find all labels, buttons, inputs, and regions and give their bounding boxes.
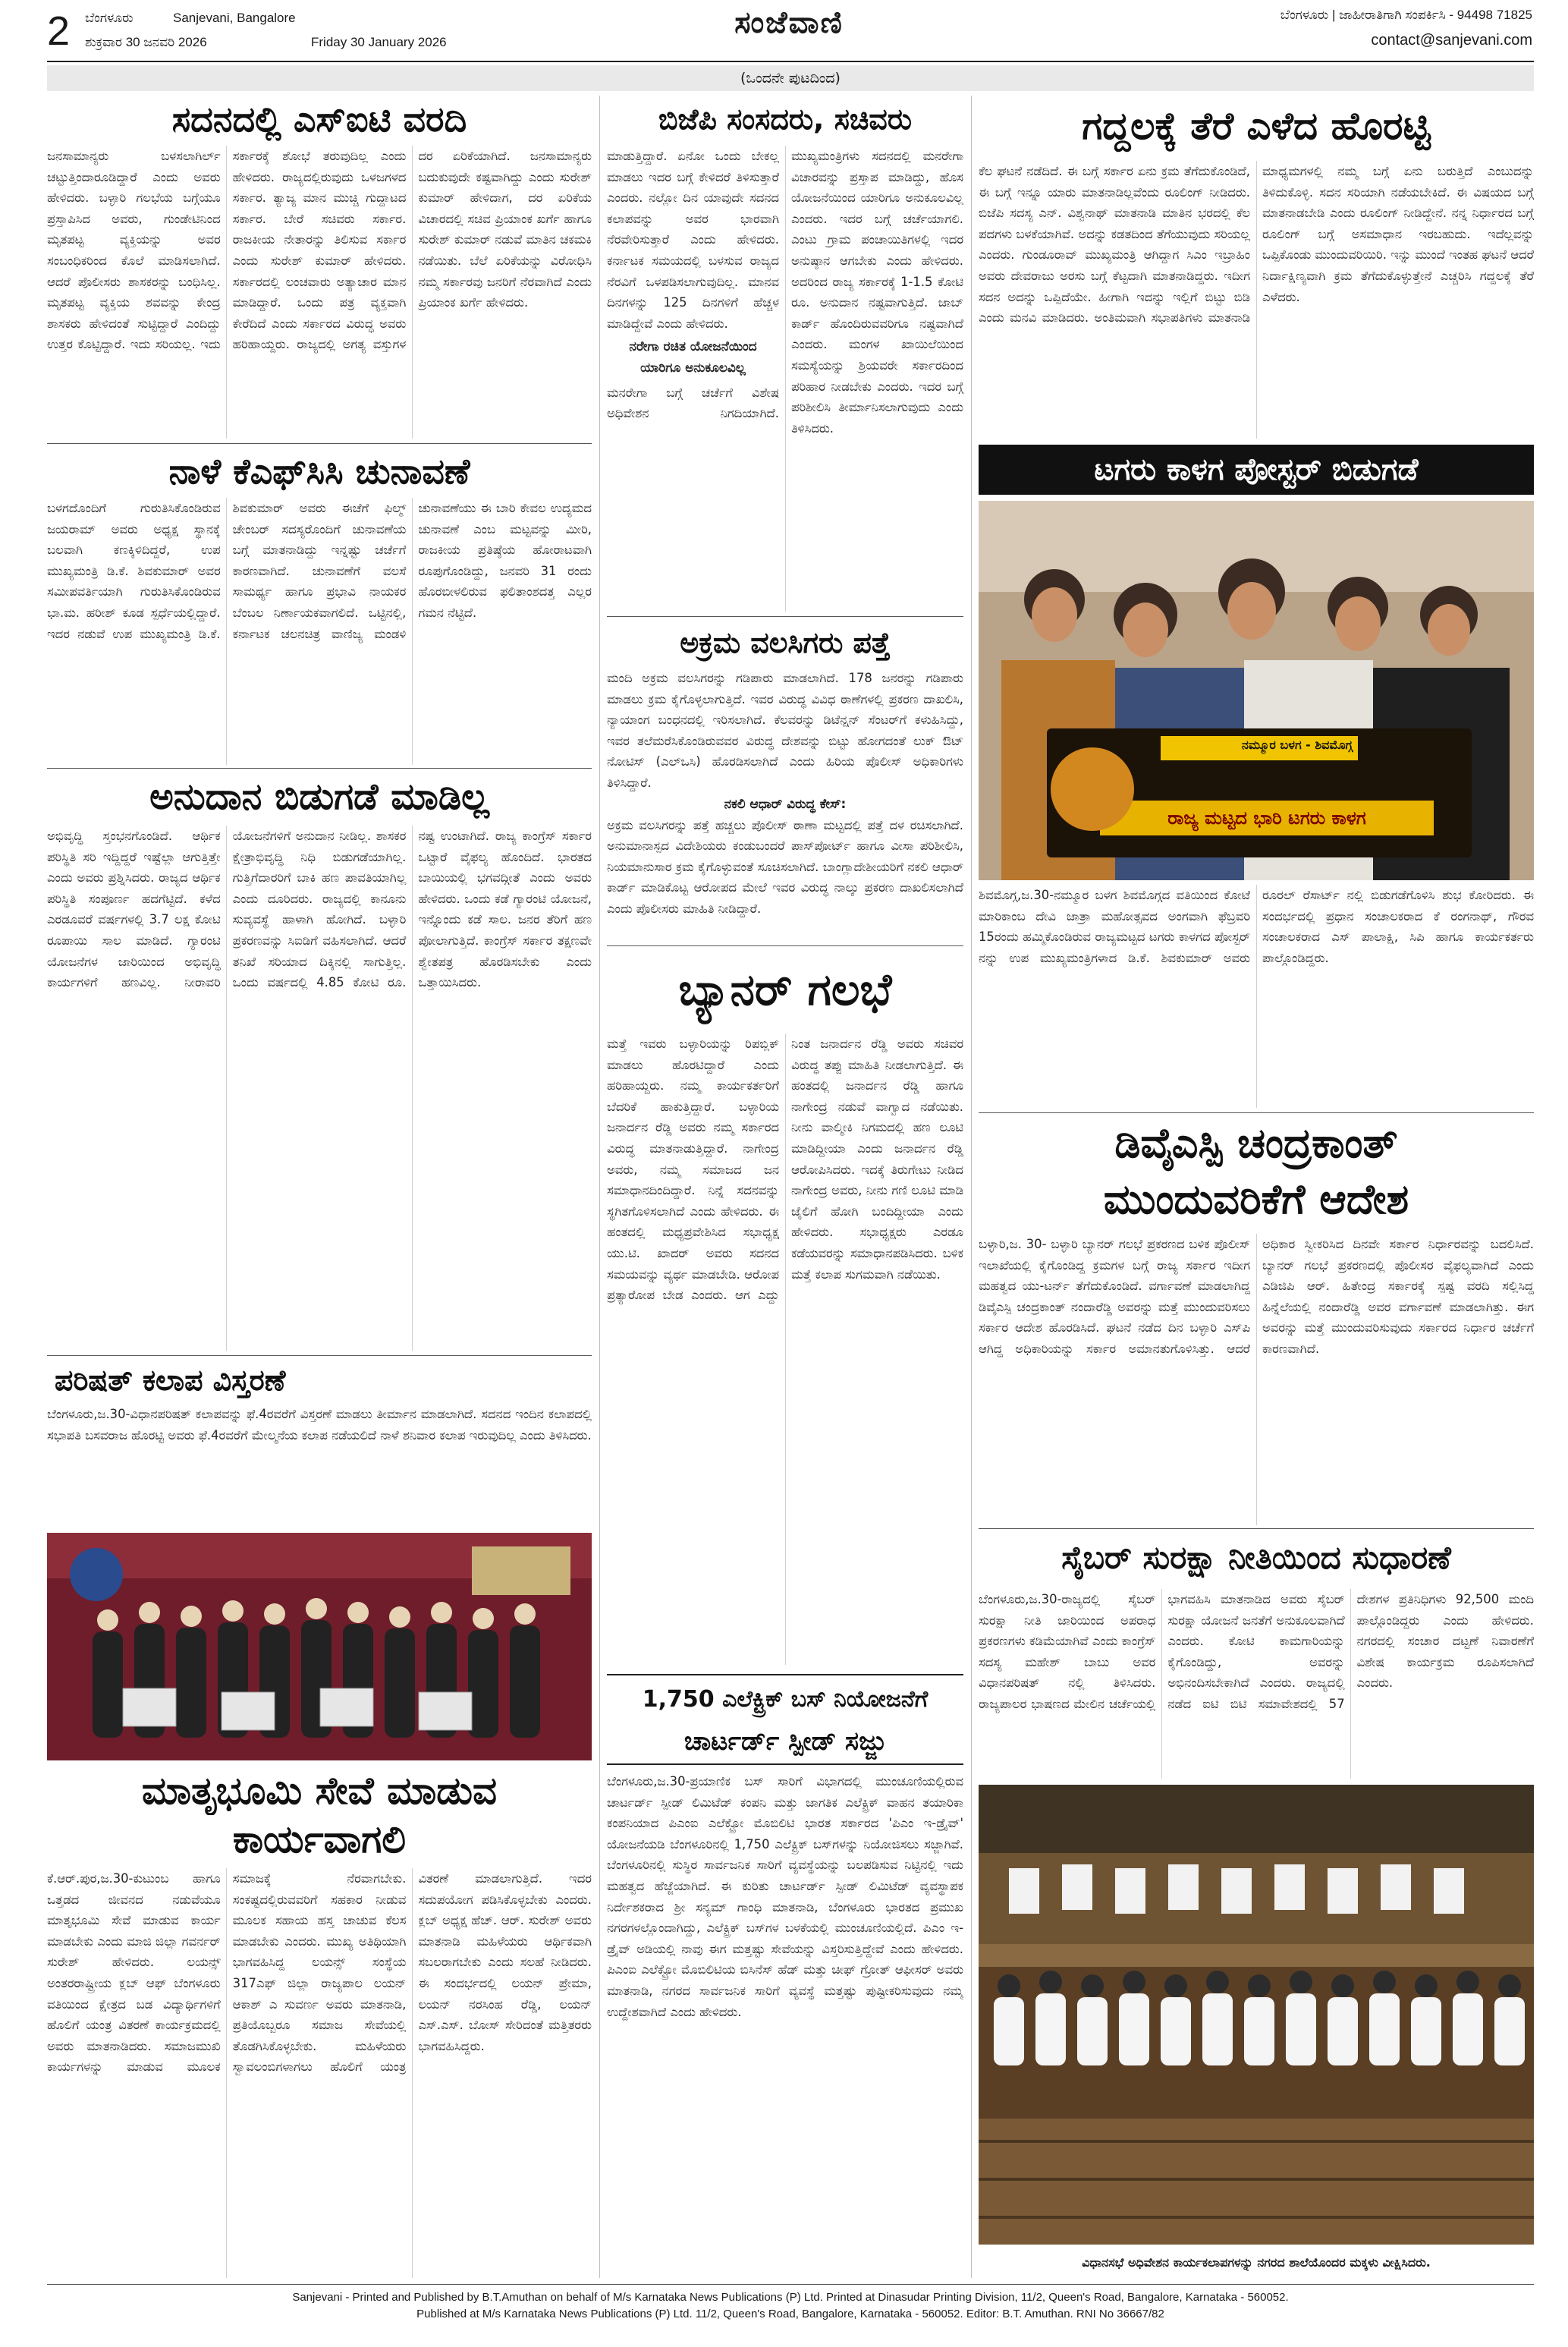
cyber-body: ಬೆಂಗಳೂರು,ಜ.30-ರಾಜ್ಯದಲ್ಲಿ ಸೈಬರ್ ಸುರಕ್ಷಾ ನೀತಿ ಜಾರಿಯಿಂದ ಅಪರಾಧ ಪ್ರಕರಣಗಳು ಕಡಿಮೆಯಾಗಿವೆ ಎಂದು ಕಾಂಗ್ರೆಸ್ ಸದಸ್ಯ ಮಹೇಶ್ ಬಾಬು ಅವರ ವಿಧಾನಪರಿಷತ್ ನಲ್ಲಿ ತಿಳಿಸಿದರು. ರಾಜ್ಯಪಾಲರ ಭಾಷಣದ ಮೇಲಿನ ಚರ್ಚೆಯಲ್ಲಿ ಭಾಗವಹಿಸಿ ಮಾತನಾಡಿದ ಅವರು ಸೈಬರ್ ಸುರಕ್ಷಾ ಯೋಜನೆ ಜನತೆಗೆ ಅನುಕೂಲವಾಗಿದೆ ಎಂದರು. ಕೋಟಿ ಕಾಮಗಾರಿಯನ್ನು ಕೈಗೊಂಡಿದ್ದು, ಅವರನ್ನು ಅಭಿನಂದಿಸಬೇಕಾಗಿದೆ ಎಂದರು. ರಾಜ್ಯದಲ್ಲಿ ನಡೆದ ಐಟಿ ಬಿಟಿ ಸಮಾವೇಶದಲ್ಲಿ 57 ದೇಶಗಳ ಪ್ರತಿನಿಧಿಗಳು 92,500 ಮಂದಿ ಪಾಲ್ಗೊಂಡಿದ್ದರು ಎಂದು ಹೇಳಿದರು. ನಗರದಲ್ಲಿ ಸಂಚಾರ ದಟ್ಟಣೆ ನಿವಾರಣೆಗೆ ವಿಶೇಷ ಕಾರ್ಯಕ್ರಮ ರೂಪಿಸಲಾಗಿದೆ ಎಂದರು. [979, 1592, 1534, 1711]
migrants-body: ಮಂದಿ ಅಕ್ರಮ ವಲಸಿಗರನ್ನು ಗಡಿಪಾರು ಮಾಡಲಾಗಿದೆ. 178 ಜನರನ್ನು ಗಡಿಪಾರು ಮಾಡಲು ಕ್ರಮ ಕೈಗೊಳ್ಳಲಾಗುತ್ತಿದೆ. ಇವರ ವಿರುದ್ಧ ವಿವಿಧ ಠಾಣೆಗಳಲ್ಲಿ ಪ್ರಕರಣ ದಾಖಲಿಸಿ, ನ್ಯಾಯಾಂಗ ಬಂಧನದಲ್ಲಿ ಇರಿಸಲಾಗಿದೆ. ಕೆಲವರನ್ನು ಡಿಟೆನ್ಷನ್ ಸೆಂಟರ್‌ಗೆ ಕಳುಹಿಸಿದ್ದು, ಇವರ ತಲೆಮರೆಸಿಕೊಂಡಿರುವವರ ವಿರುದ್ಧ ದೇಶವನ್ನು ಬಿಟ್ಟು ಹೋಗದಂತೆ ಲುಕ್ ಔಟ್ ನೋಟಿಸ್ (ಎಲ್‌ಒಸಿ) ಹೊರಡಿಸಲಾಗಿದೆ ಎಂದು ಹಿರಿಯ ಪೊಲೀಸ್ ಅಧಿಕಾರಿಗಳು ತಿಳಿಸಿದ್ದಾರೆ. [607, 671, 963, 790]
ad-contact: ಬೆಂಗಳೂರು | ಜಾಹೀರಾತಿಗಾಗಿ ಸಂಪರ್ಕಿಸಿ - 94498 71825 [1280, 8, 1532, 22]
migrants-headline-box [607, 621, 963, 665]
masthead-rule [47, 61, 1534, 62]
council-headline-box [47, 1360, 592, 1401]
poster-banner-title: ನಮ್ಮೂರ ಬಳಗ - ಶಿವಮೊಗ್ಗ [1241, 738, 1353, 752]
motherland-headline-box [47, 1767, 592, 1864]
ev-bus-headline-line2: ಚಾರ್ಟರ್ಡ್ ಸ್ಪೀಡ್ ಸಜ್ಜು [683, 1726, 887, 1757]
council-headline: ಪರಿಷತ್ ಕಲಾಪ ವಿಸ್ತರಣೆ [55, 1364, 286, 1397]
footer-line-1: Sanjevani - Printed and Published by B.T.Amuthan on behalf of M/s Karnataka News Publications (P) Ltd. Printed at Dinasudar Printing Division, 11/2, Queen's Road, Bangalore, Karnataka - 560052. [292, 2291, 1289, 2304]
poster-banner-text: ರಾಜ್ಯ ಮಟ್ಟದ ಭಾರಿ ಟಗರು ಕಾಳಗ [1167, 807, 1366, 829]
motherland-body: ಕೆ.ಆರ್.ಪುರ,ಜ.30-ಕುಟುಂಬ ಹಾಗೂ ಒತ್ತಡದ ಜೀವನದ ನಡುವೆಯೂ ಮಾತೃಭೂಮಿ ಸೇವೆ ಮಾಡುವ ಕಾರ್ಯ ಮಾಡಬೇಕು ಎಂದು ಮಾಜಿ ಜಿಲ್ಲಾ ಗವರ್ನರ್ ಸುರೇಶ್ ಹೇಳಿದರು. ಲಯನ್ಸ್ ಅಂತರರಾಷ್ಟ್ರೀಯ ಕ್ಲಬ್ ಆಫ್ ಬೆಂಗಳೂರು ವತಿಯಿಂದ ಕ್ಷೇತ್ರದ ಬಡ ವಿದ್ಯಾರ್ಥಿಗಳಿಗೆ ಹೊಲಿಗೆ ಯಂತ್ರ ವಿತರಣೆ ಕಾರ್ಯಕ್ರಮದಲ್ಲಿ ಅವರು ಮಾತನಾಡಿದರು. ಸಮಾಜಮುಖಿ ಕಾರ್ಯಗಳನ್ನು ಮಾಡುವ ಮೂಲಕ ಸಮಾಜಕ್ಕೆ ನೆರವಾಗಬೇಕು. ಸಂಕಷ್ಟದಲ್ಲಿರುವವರಿಗೆ ಸಹಕಾರ ನೀಡುವ ಮೂಲಕ ಸಹಾಯ ಹಸ್ತ ಚಾಚುವ ಕೆಲಸ ಮಾಡಬೇಕು ಎಂದರು. ಮುಖ್ಯ ಅತಿಥಿಯಾಗಿ ಭಾಗವಹಿಸಿದ್ದ ಲಯನ್ಸ್ ಸಂಸ್ಥೆಯ 317ಎಫ್ ಜಿಲ್ಲಾ ರಾಜ್ಯಪಾಲ ಲಯನ್ ಆಕಾಶ್ ಎ ಸುವರ್ಣ ಅವರು ಮಾತನಾಡಿ, ಪ್ರತಿಯೊಬ್ಬರೂ ಸಮಾಜ ಸೇವೆಯಲ್ಲಿ ತೊಡಗಿಸಿಕೊಳ್ಳಬೇಕು. ಮಹಿಳೆಯರು ಸ್ವಾವಲಂಬಿಗಳಾಗಲು ಹೊಲಿಗೆ ಯಂತ್ರ ವಿತರಣೆ ಮಾಡಲಾಗುತ್ತಿದೆ. ಇದರ ಸದುಪಯೋಗ ಪಡಿಸಿಕೊಳ್ಳಬೇಕು ಎಂದರು. ಕ್ಲಬ್ ಅಧ್ಯಕ್ಷ ಹೆಚ್. ಆರ್. ಸುರೇಶ್ ಅವರು ಮಾತನಾಡಿ ಮಹಿಳೆಯರು ಆರ್ಥಿಕವಾಗಿ ಸಬಲರಾಗಬೇಕು ಎಂದು ಸಲಹೆ ನೀಡಿದರು. ಈ ಸಂದರ್ಭದಲ್ಲಿ ಲಯನ್ ಪ್ರೇಮಾ, ಲಯನ್ ನರಸಿಂಹ ರೆಡ್ಡಿ, ಲಯನ್ ಎಸ್.ಎಸ್. ಬೋಸ್ ಸೇರಿದಂತೆ ಮತ್ತಿತರರು ಭಾಗವಹಿಸಿದ್ದರು. [47, 1871, 592, 2075]
city-label: ಬೆಂಗಳೂರು [85, 11, 134, 25]
migrants-sub-headline: ನಕಲಿ ಆಧಾರ್ ವಿರುದ್ಧ ಕೇಸ್: [724, 796, 847, 812]
gaddalakke-body: ಕೆಲ ಘಟನೆ ನಡೆದಿದೆ. ಈ ಬಗ್ಗೆ ಸರ್ಕಾರ ಏನು ಕ್ರಮ ತೆಗೆದುಕೊಂಡಿದೆ, ಈ ಬಗ್ಗೆ ಇನ್ನೂ ಯಾರು ಮಾತನಾಡಿಲ್ಲವೆಂದು ರೂಲಿಂಗ್ ನೀಡಿದರು. ಬಿಜೆಪಿ ಸದಸ್ಯ ಎನ್. ವಿಶ್ವನಾಥ್ ಮಾತನಾಡಿ ಮಾತಿನ ಭರದಲ್ಲಿ ಕೆಲ ಪದಗಳು ಬಳಕೆಯಾಗಿವೆ. ಅದನ್ನು ಕಡತದಿಂದ ತೆಗೆಯುವುದು ಸರಿಯಲ್ಲ ಎಂದರು. ಗುಂಡೂರಾವ್ ಮುಖ್ಯಮಂತ್ರಿ ಆಗಿದ್ದಾಗ ಸಿಎಂ ಇಬ್ರಾಹಿಂ ಅವರು ದೇವರಾಜು ಅರಸು ಬಗ್ಗೆ ಕೆಟ್ಟದಾಗಿ ಮಾತನಾಡಿದ್ದರು. ಇದೀಗ ಸದನ ಅದನ್ನು ಒಪ್ಪಿದೆಯೇ. ಹೀಗಾಗಿ ಇದನ್ನು ಇಲ್ಲಿಗೆ ಬಿಟ್ಟು ಬಿಡಿ ಎಂದು ಮನವಿ ಮಾಡಿದರು. ಅಂತಿಮವಾಗಿ ಸಭಾಪತಿಗಳು ಮಾತನಾಡಿ ಮಾಧ್ಯಮಗಳಲ್ಲಿ ನಮ್ಮ ಬಗ್ಗೆ ಏನು ಬರುತ್ತಿದೆ ಎಂಬುದನ್ನು ತಿಳಿದುಕೊಳ್ಳಿ. ಸದನ ಸರಿಯಾಗಿ ನಡೆಯಬೇಕಿದೆ. ಈ ವಿಷಯದ ಬಗ್ಗೆ ಮಾತನಾಡಬೇಡಿ ಎಂದು ರೂಲಿಂಗ್ ನೀಡಿದ್ದೇನೆ. ನನ್ನ ನಿರ್ಧಾರದ ಬಗ್ಗೆ ರೂಲಿಂಗ್ ಬಗ್ಗೆ ಅಸಮಾಧಾನ ಇರಬಹುದು. ಇದೆಲ್ಲವನ್ನು ಒಪ್ಪಿಕೊಂಡು ಮುಂದುವರಿಯಿರಿ. ಇನ್ನು ಮುಂದೆ ಇಂತಹ ಘಟನೆ ಆದರೆ ನಿರ್ದಾಕ್ಷಿಣ್ಯವಾಗಿ ಕ್ರಮ ತೆಗೆದುಕೊಳ್ಳುತ್ತೇನೆ ಎಚ್ಚರಿಸಿ ಗದ್ದಲಕ್ಕೆ ತೆರೆ ಎಳೆದರು. [979, 164, 1534, 326]
poster-body: ಶಿವಮೊಗ್ಗ,ಜ.30-ನಮ್ಮೂರ ಬಳಗ ಶಿವಮೊಗ್ಗದ ವತಿಯಿಂದ ಕೋಟೆ ಮಾರಿಕಾಂಬ ದೇವಿ ಜಾತ್ರಾ ಮಹೋತ್ಸವದ ಅಂಗವಾಗಿ ಫೆಬ್ರವರಿ 15ರಂದು ಹಮ್ಮಿಕೊಂಡಿರುವ ರಾಜ್ಯಮಟ್ಟದ ಟಗರು ಕಾಳಗದ ಪೋಸ್ಟರ್ ನನ್ನು ಉಪ ಮುಖ್ಯಮಂತ್ರಿಗಳಾದ ಡಿ.ಕೆ. ಶಿವಕುಮಾರ್ ಅವರು ರೂರಲ್ ರೆಸಾರ್ಟ್ ನಲ್ಲಿ ಬಿಡುಗಡೆಗೊಳಿಸಿ ಶುಭ ಕೋರಿದರು. ಈ ಸಂದರ್ಭದಲ್ಲಿ ಪ್ರಧಾನ ಸಂಚಾಲಕರಾದ ಕೆ ರಂಗನಾಥ್, ಗೌರವ ಸಂಚಾಲಕರಾದ ಎಸ್ ಪಾಲಾಕ್ಷಿ, ಸಿಪಿ ಹಾಗೂ ಕಾರ್ಯಕರ್ತರು ಪಾಲ್ಗೊಂಡಿದ್ದರು. [979, 888, 1534, 965]
sit-report-headline: ಸದನದಲ್ಲಿ ಎಸ್‌ಐಟಿ ವರದಿ [171, 99, 467, 140]
mps-sub-headline: ನರೇಗಾ ರಚಿತ ಯೋಜನೆಯಿಂದ ಯಾರಿಗೂ ಅನುಕೂಲವಿಲ್ಲ [629, 339, 757, 376]
mps-headline-box [607, 96, 963, 143]
school-photo-caption: ವಿಧಾನಸಭೆ ಅಧಿವೇಶನ ಕಾರ್ಯಕಲಾಪಗಳನ್ನು ನಗರದ ಶಾಲೆಯೊಂದರ ಮಕ್ಕಳು ವೀಕ್ಷಿಸಿದರು. [1082, 2255, 1431, 2270]
dysp-headline-line2: ಮುಂದುವರಿಕೆಗೆ ಆದೇಶ [1103, 1175, 1409, 1223]
poster-headline: ಟಗರು ಕಾಳಗ ಪೋಸ್ಟರ್ ಬಿಡುಗಡೆ [1094, 452, 1419, 487]
edition-label: Sanjevani, Bangalore [173, 11, 296, 25]
dysp-body: ಬಳ್ಳಾರಿ,ಜ. 30- ಬಳ್ಳಾರಿ ಬ್ಯಾನರ್ ಗಲಭೆ ಪ್ರಕರಣದ ಬಳಿಕ ಪೊಲೀಸ್ ಇಲಾಖೆಯಲ್ಲಿ ಕೈಗೊಂಡಿದ್ದ ಕ್ರಮಗಳ ಬಗ್ಗೆ ರಾಜ್ಯ ಸರ್ಕಾರ ಇದೀಗ ಮಹತ್ವದ ಯು-ಟರ್ನ್ ತೆಗೆದುಕೊಂಡಿದೆ. ವರ್ಗಾವಣೆ ಮಾಡಲಾಗಿದ್ದ ಡಿವೈಎಸ್ಪಿ ಚಂದ್ರಕಾಂತ್ ನಂದಾರೆಡ್ಡಿ ಅವರನ್ನು ಮತ್ತೆ ಮುಂದುವರಿಸಲು ಸರ್ಕಾರ ಆದೇಶ ಹೊರಡಿಸಿದೆ. ಘಟನೆ ನಡೆದ ದಿನ ಬಳ್ಳಾರಿ ಎಸ್‌ಪಿ ಆಗಿದ್ದ ಅಧಿಕಾರಿಯನ್ನು ಸರ್ಕಾರ ಅಮಾನತುಗೊಳಿಸಿತ್ತು. ಆದರೆ ಅಧಿಕಾರ ಸ್ವೀಕರಿಸಿದ ದಿನವೇ ಸರ್ಕಾರ ನಿರ್ಧಾರವನ್ನು ಬದಲಿಸಿದೆ. ಬ್ಯಾನರ್ ಗಲಭೆ ಪ್ರಕರಣದಲ್ಲಿ ಪೊಲೀಸರ ವೈಫಲ್ಯವಾಗಿದೆ ಎಂದು ಎಡಿಜಿಪಿ ಆರ್. ಹಿತೇಂದ್ರ ಸರ್ಕಾರಕ್ಕೆ ಸ್ಪಷ್ಟ ವರದಿ ಸಲ್ಲಿಸಿದ್ದ ಹಿನ್ನೆಲೆಯಲ್ಲಿ ನಂದಾರೆಡ್ಡಿ ಅವರ ವರ್ಗಾವಣೆ ಮಾಡಲಾಗಿತ್ತು. ಈಗ ಅವರನ್ನು ಮತ್ತೆ ಮುಂದುವರಿಸುವುದು ಸರ್ಕಾರದ ನಿರ್ಧಾರ ಚರ್ಚೆಗೆ ಕಾರಣವಾಗಿದೆ. [979, 1237, 1534, 1356]
lions-logo [70, 1548, 123, 1601]
footer [47, 2284, 1534, 2330]
page-number: 2 [47, 8, 71, 54]
mps-body: ಮಾಡುತ್ತಿದ್ದಾರೆ. ಏನೋ ಒಂದು ಬೇಕಲ್ಲ ಮಾಡಲು ಇದರ ಬಗ್ಗೆ ಕೇಳಿದರೆ ತಿಳಿಸುತ್ತಾರೆ ಎಂದರು. ನಲ್ಲೋ ದಿನ ಯಾವುದೇ ಸದನದ ಕಲಾಪವನ್ನು ಅವರ ಭಾರವಾಗಿ ನೆರವೇರಿಸುತ್ತಾರೆ ಎಂದು ಹೇಳಿದರು. ಕರ್ನಾಟಕ ಸಮಯದಲ್ಲಿ ಬಳಸುವ ರಾಜ್ಯದ ನೆರವಿಗೆ ಒಳಪಡಿಸಲಾಗುವುದಿಲ್ಲ. ಮಾನವ ದಿನಗಳನ್ನು 125 ದಿನಗಳಿಗೆ ಹೆಚ್ಚಳ ಮಾಡಿದ್ದೇವೆ ಎಂದು ಹೇಳಿದರು. [607, 149, 779, 331]
divider [607, 616, 963, 617]
contact-email[interactable]: contact@sanjevani.com [1371, 32, 1532, 49]
ev-bus-body: ಬೆಂಗಳೂರು,ಜ.30-ಪ್ರಯಾಣಿಕ ಬಸ್ ಸಾರಿಗೆ ವಿಭಾಗದಲ್ಲಿ ಮುಂಚೂಣಿಯಲ್ಲಿರುವ ಚಾರ್ಟರ್ಡ್ ಸ್ಪೀಡ್ ಲಿಮಿಟೆಡ್ ಕಂಪನಿ ಮತ್ತು ಜಾಗತಿಕ ಎಲೆಕ್ಟ್ರಿಕ್ ವಾಹನ ತಯಾರಿಕಾ ಕಂಪನಿಯಾದ ಪಿಎಂಐ ಎಲೆಕ್ಟ್ರೋ ಮೊಬಿಲಿಟಿ ಭಾರತ ಸರ್ಕಾರದ 'ಪಿಎಂ ಇ-ಡ್ರೈವ್' ಯೋಜನೆಯಡಿ ಬೆಂಗಳೂರಿನಲ್ಲಿ 1,750 ಎಲೆಕ್ಟ್ರಿಕ್ ಬಸ್‌ಗಳನ್ನು ನಿಯೋಜಿಸಲು ಸಜ್ಜಾಗಿವೆ. ಬೆಂಗಳೂರಿನಲ್ಲಿ ಸುಸ್ಥಿರ ಸಾರ್ವಜನಿಕ ಸಾರಿಗೆ ವ್ಯವಸ್ಥೆಯನ್ನು ಬಲಪಡಿಸುವ ನಿಟ್ಟಿನಲ್ಲಿ ಇದು ಮಹತ್ವದ ಹೆಜ್ಜೆಯಾಗಿದೆ. ಈ ಕುರಿತು ಚಾರ್ಟರ್ಡ್ ಸ್ಪೀಡ್ ಲಿಮಿಟೆಡ್ ವ್ಯವಸ್ಥಾಪಕ ನಿರ್ದೇಶಕರಾದ ಶ್ರೀ ಸನ್ಯಮ್ ಗಾಂಧಿ ಮಾತನಾಡಿ, ಬೆಂಗಳೂರು ಭಾರತದ ಪ್ರಮುಖ ನಗರಗಳಲ್ಲೊಂದಾಗಿದ್ದು, ಎಲೆಕ್ಟ್ರಿಕ್ ಬಸ್‌ಗಳ ಬಳಕೆಯಲ್ಲಿ ಮುಂಚೂಣಿಯಲ್ಲಿದೆ. ಪಿಎಂ ಇ-ಡ್ರೈವ್ ಅಡಿಯಲ್ಲಿ ನಾವು ಈಗ ಮತ್ತಷ್ಟು ಸೇವೆಯನ್ನು ವಿಸ್ತರಿಸುತ್ತಿದ್ದೇವೆ ಎಂದು ಹೇಳಿದರು. ಪಿಎಂಐ ಎಲೆಕ್ಟ್ರೋ ಮೊಬಿಲಿಟಿಯ ಬಿಸಿನೆಸ್ ಹೆಡ್ ಮತ್ತು ಚೀಫ್ ಗ್ರೋತ್ ಆಫೀಸರ್ ಅವರು ಮಾತನಾಡಿ, ನಗರದ ಸಾರ್ವಜನಿಕ ಸಾರಿಗೆ ವ್ಯವಸ್ಥೆ ಮತ್ತಷ್ಟು ಪುಷ್ಟೀಕರಿಸುವುದು ನಮ್ಮ ಉದ್ದೇಶವಾಗಿದೆ ಎಂದು ಹೇಳಿದರು. [607, 1774, 963, 2019]
council-body: ಬೆಂಗಳೂರು,ಜ.30-ವಿಧಾನಪರಿಷತ್ ಕಲಾಪವನ್ನು ಫೆ.4ರವರೆಗೆ ವಿಸ್ತರಣೆ ಮಾಡಲು ತೀರ್ಮಾನ ಮಾಡಲಾಗಿದೆ. ಸದನದ ಇಂದಿನ ಕಲಾಪದಲ್ಲಿ ಸಭಾಪತಿ ಬಸವರಾಜ ಹೊರಟ್ಟಿ ಅವರು ಫೆ.4ರವರೆಗೆ ಮೇಲ್ಮನೆಯ ಕಲಾಪ ನಡೆಯಲಿದೆ ನಾಳೆ ಶನಿವಾರ ಕಲಾಪ ಇರುವುದಿಲ್ಲ ಎಂದು ತಿಳಿಸಿದರು. [47, 1407, 592, 1442]
motherland-headline-line2: ಕಾರ್ಯವಾಗಲಿ [232, 1817, 407, 1861]
sit-report-body: ಜನಸಾಮಾನ್ಯರು ಬಳಸಲಾಗಿರ್ಲ್ ಚಟ್ಟುತ್ತಿಂದಾರೂಡಿದ್ದಾರೆ ಎಂದು ಅವರು ಹೇಳಿದರು. ಬಳ್ಳಾರಿ ಗಲಭೆಯ ಬಗ್ಗೆಯೂ ಪ್ರಸ್ತಾಪಿಸಿದ ಅವರು, ಗುಂಡೇಟಿನಿಂದ ಮೃತಪಟ್ಟ ವ್ಯಕ್ತಿಯನ್ನು ಅವರ ಸಂಬಂಧಿಕರಿಂದ ಕೊಲೆ ಮಾಡಿಸಲಾಗಿದೆ. ಆದರೆ ಪೊಲೀಸರು ಶಾಸಕರನ್ನು ಬಂಧಿಸಿಲ್ಲ. ಮೃತಪಟ್ಟ ವ್ಯಕ್ತಿಯ ಶವವನ್ನು ಕೇಂದ್ರ ಶಾಸಕರು ಹೇಳಿದಂತೆ ಸುಟ್ಟಿದ್ದಾರೆ ಎಂದಿದ್ದು ಉತ್ತರ ಕೊಟ್ಟಿದ್ದಾರೆ. ಇದು ಸರಿಯಲ್ಲ. ಇದು ಸರ್ಕಾರಕ್ಕೆ ಶೋಭೆ ತರುವುದಿಲ್ಲ ಎಂದು ಹೇಳಿದರು. ರಾಜ್ಯದಲ್ಲಿರುವುದು ಒಳಜಗಳದ ಸರ್ಕಾರ. ತ್ಯಾಜ್ಯ ಮಾನ ಮುಚ್ಚಿ ಗುದ್ದಾಟದ ಸರ್ಕಾರ. ಬೇರೆ ಸಚಿವರು ಸರ್ಕಾರ. ರಾಜಕೀಯ ನೇತಾರನ್ನು ತಿಲಿಸುವ ಸರ್ಕಾರ ಎಂದು ಸುರೇಶ್ ಕುಮಾರ್ ಹೇಳಿದರು. ಸರ್ಕಾರದಲ್ಲಿ ಲಂಚವಾರು ಅತ್ಯಾಚಾರ ಮಾನ ಮಾಡಿದ್ದಾರೆ. ಒಂದು ಪತ್ರ ವ್ಯಕ್ತವಾಗಿ ಕೇರೆದಿದೆ ಎಂದು ಸರ್ಕಾರದ ವಿರುದ್ಧ ಅವರು ಹರಿಹಾಯ್ದರು. ರಾಜ್ಯದಲ್ಲಿ ಅಗತ್ಯ ವಸ್ತುಗಳ ದರ ಏರಿಕೆಯಾಗಿದೆ. ಜನಸಾಮಾನ್ಯರು ಬದುಕುವುದೇ ಕಷ್ಟವಾಗಿದ್ದು ಎಂದು ಸುರೇಶ್ ಕುಮಾರ್ ಹೇಳಿದಾಗ, ದರ ಏರಿಕೆಯ ವಿಚಾರದಲ್ಲಿ ಸಚಿವ ಪ್ರಿಯಾಂಕ ಖರ್ಗೆ ಹಾಗೂ ಸುರೇಶ್ ಕುಮಾರ್ ನಡುವೆ ಮಾತಿನ ಚಕಮಕಿ ನಡೆಯಿತು. ಬೆಲೆ ಏರಿಕೆಯನ್ನು ವಿರೋಧಿಸಿ ನಮ್ಮ ಸರ್ಕಾರವು ಜನರಿಗೆ ನೆರವಾಗಿದೆ ಎಂದು ಪ್ರಿಯಾಂಕ ಖರ್ಗೆ ಹೇಳಿದರು. [47, 149, 592, 352]
mps-body-box [607, 146, 963, 612]
divider [607, 945, 963, 946]
banner-clash-headline: ಬ್ಯಾನರ್ ಗಲಭೆ [678, 964, 892, 1015]
continued-banner: (ಒಂದನೇ ಪುಟದಿಂದ) [47, 65, 1534, 91]
lions-club-photo [47, 1533, 592, 1760]
grants-headline-box [47, 772, 592, 821]
school-children-photo [979, 1785, 1534, 2245]
ev-bus-headline-box [607, 1674, 963, 1765]
dysp-headline-box [979, 1115, 1534, 1229]
column-divider [971, 96, 972, 2278]
divider [979, 1528, 1534, 1529]
mps-body2: ಮನರೇಗಾ ಬಗ್ಗೆ ಚರ್ಚೆಗೆ ವಿಶೇಷ ಅಧಿವೇಶನ ನಿಗದಿಯಾಗಿದೆ. ಮುಖ್ಯಮಂತ್ರಿಗಳು ಸದನದಲ್ಲಿ ಮನರೇಗಾ ವಿಚಾರವನ್ನು ಪ್ರಸ್ತಾಪ ಮಾಡಿದ್ದು, ಹೊಸ ಯೋಜನೆಯಿಂದ ಯಾರಿಗೂ ಅನುಕೂಲವಿಲ್ಲ ಎಂದರು. ಇದರ ಬಗ್ಗೆ ಚರ್ಚೆಯಾಗಲಿ. ಎಂಟು ಗ್ರಾಮ ಪಂಚಾಯಿತಿಗಳಲ್ಲಿ ಇದರ ಅನುಷ್ಠಾನ ಆಗಬೇಕು ಎಂದು ಹೇಳಿದರು. ಅದರಿಂದ ರಾಜ್ಯ ಸರ್ಕಾರಕ್ಕೆ 1-1.5 ಕೋಟಿ ರೂ. ಅನುದಾನ ನಷ್ಟವಾಗುತ್ತಿದೆ. ಜಾಬ್ ಕಾರ್ಡ್ ಹೊಂದಿರುವವರಿಗೂ ನಷ್ಟವಾಗಿದೆ ಎಂದರು. ಮಂಗಳ ಖಾಯಿಲೆಯಿಂದ ಸಮಸ್ಯೆಯನ್ನು ಶ್ರಿಯವರೇ ಸರ್ಕಾರದಿಂದ ಪರಿಹಾರ ನೀಡಬೇಕು ಎಂದರು. ಇದರ ಬಗ್ಗೆ ಪರಿಶೀಲಿಸಿ ತೀರ್ಮಾನಿಸಲಾಗುವುದು ಎಂದು ತಿಳಿಸಿದರು. [607, 149, 963, 436]
date-kannada: ಶುಕ್ರವಾರ 30 ಜನವರಿ 2026 [85, 35, 207, 49]
kfcc-headline: ನಾಳೆ ಕೆಎಫ್‌ಸಿಸಿ ಚುನಾವಣೆ [168, 451, 470, 492]
poster-headline-box [979, 445, 1534, 495]
ev-bus-headline-line1: 1,750 ಎಲೆಕ್ಟ್ರಿಕ್ ಬಸ್ ನಿಯೋಜನೆಗೆ [642, 1686, 929, 1713]
grants-body: ಅಭಿವೃದ್ಧಿ ಸ್ತಂಭನಗೊಂಡಿದೆ. ಆರ್ಥಿಕ ಪರಿಸ್ಥಿತಿ ಸರಿ ಇದ್ದಿದ್ದರೆ ಇಷ್ಟೆಲ್ಲಾ ಆಗುತ್ತಿತ್ತೇ ಎಂದು ಅವರು ಪ್ರಶ್ನಿಸಿದರು. ರಾಜ್ಯದ ಆರ್ಥಿಕ ಪರಿಸ್ಥಿತಿ ಸಂಪೂರ್ಣ ಹದಗೆಟ್ಟಿದೆ. ಕಳೆದ ಎರಡೂವರೆ ವರ್ಷಗಳಲ್ಲಿ 3.7 ಲಕ್ಷ ಕೋಟಿ ರೂಪಾಯಿ ಸಾಲ ಮಾಡಿದೆ. ಗ್ಯಾರಂಟಿ ಯೋಜನೆಗಳ ಜಾರಿಯಿಂದ ಅಭಿವೃದ್ಧಿ ಕಾರ್ಯಗಳಿಗೆ ಹಣವಿಲ್ಲ. ನೀರಾವರಿ ಯೋಜನೆಗಳಿಗೆ ಅನುದಾನ ನೀಡಿಲ್ಲ. ಶಾಸಕರ ಕ್ಷೇತ್ರಾಭಿವೃದ್ಧಿ ನಿಧಿ ಬಿಡುಗಡೆಯಾಗಿಲ್ಲ. ಗುತ್ತಿಗೆದಾರರಿಗೆ ಬಾಕಿ ಹಣ ಪಾವತಿಯಾಗಿಲ್ಲ ಎಂದು ದೂರಿದರು. ರಾಜ್ಯದಲ್ಲಿ ಕಾನೂನು ಸುವ್ಯವಸ್ಥೆ ಹಾಳಾಗಿ ಹೋಗಿದೆ. ಬಳ್ಳಾರಿ ಪ್ರಕರಣವನ್ನು ಸಿಐಡಿಗೆ ವಹಿಸಲಾಗಿದೆ. ಆದರೆ ತನಿಖೆ ಸರಿಯಾದ ದಿಕ್ಕಿನಲ್ಲಿ ಸಾಗುತ್ತಿಲ್ಲ. ಒಂದು ವರ್ಷದಲ್ಲಿ 4.85 ಕೋಟಿ ರೂ. ನಷ್ಟ ಉಂಟಾಗಿದೆ. ರಾಜ್ಯ ಕಾಂಗ್ರೆಸ್ ಸರ್ಕಾರ ಒಟ್ಟಾರೆ ವೈಫಲ್ಯ ಹೊಂದಿದೆ. ಭಾರತದ ಬಾಯಿಯಲ್ಲಿ ಭಗವದ್ಗೀತೆ ಎಂದು ಅವರು ಹೇಳಿದರು. ಒಂದು ಕಡೆ ಗ್ಯಾರಂಟಿ ಯೋಜನೆ, ಇನ್ನೊಂದು ಕಡೆ ಸಾಲ. ಜನರ ತೆರಿಗೆ ಹಣ ಪೋಲಾಗುತ್ತಿದೆ. ಕಾಂಗ್ರೆಸ್ ಸರ್ಕಾರ ತಕ್ಷಣವೇ ಶ್ವೇತಪತ್ರ ಹೊರಡಿಸಬೇಕು ಎಂದು ಒತ್ತಾಯಿಸಿದರು. [47, 829, 592, 990]
migrants-body-box [607, 668, 963, 941]
mps-body-columns [607, 146, 963, 612]
dysp-headline-line1: ಡಿವೈಎಸ್ಪಿ ಚಂದ್ರಕಾಂತ್ [1114, 1119, 1398, 1167]
motherland-headline-line1: ಮಾತೃಭೂಮಿ ಸೇವೆ ಮಾಡುವ [141, 1769, 498, 1813]
divider [47, 1355, 592, 1356]
migrants-headline: ಅಕ್ರಮ ವಲಸಿಗರು ಪತ್ತೆ [680, 626, 891, 659]
banner-clash-body: ಮತ್ತೆ ಇವರು ಬಳ್ಳಾರಿಯನ್ನು ರಿಪಬ್ಲಿಕ್ ಮಾಡಲು ಹೊರಟಿದ್ದಾರೆ ಎಂದು ಹರಿಹಾಯ್ದರು. ನಮ್ಮ ಕಾರ್ಯಕರ್ತರಿಗೆ ಬೆದರಿಕೆ ಹಾಕುತ್ತಿದ್ದಾರೆ. ಬಳ್ಳಾರಿಯ ಜನಾರ್ದನ ರೆಡ್ಡಿ ಅವರು ನಮ್ಮ ಸರ್ಕಾರದ ವಿರುದ್ಧ ಮಾತನಾಡುತ್ತಿದ್ದಾರೆ. ನಾಗೇಂದ್ರ ಅವರು, ನಮ್ಮ ಸಮಾಜದ ಜನ ಸಮಾಧಾನದಿಂದಿದ್ದಾರೆ. ನಿನ್ನೆ ಸದನವನ್ನು ಸ್ಥಗಿತಗೊಳಿಸಲಾಗಿದೆ ಎಂದು ಹೇಳಿದರು. ಈ ಹಂತದಲ್ಲಿ ಮಧ್ಯಪ್ರವೇಶಿಸಿದ ಸಭಾಧ್ಯಕ್ಷ ಯು.ಟಿ. ಖಾದರ್ ಅವರು ಸದನದ ಸಮಯವನ್ನು ವ್ಯರ್ಥ ಮಾಡಬೇಡಿ. ಆರೋಪ ಪ್ರತ್ಯಾರೋಪ ಬೇಡ ಎಂದರು. ಆಗ ಎದ್ದು ನಿಂತ ಜನಾರ್ದನ ರೆಡ್ಡಿ ಅವರು ಸಚಿವರ ವಿರುದ್ಧ ತಪ್ಪು ಮಾಹಿತಿ ನೀಡಲಾಗುತ್ತಿದೆ. ಈ ಹಂತದಲ್ಲಿ ಜನಾರ್ದನ ರೆಡ್ಡಿ ಹಾಗೂ ನಾಗೇಂದ್ರ ನಡುವೆ ವಾಗ್ವಾದ ನಡೆಯಿತು. ನೀನು ವಾಲ್ಮೀಕಿ ನಿಗಮದಲ್ಲಿ ಹಣ ಲೂಟಿ ಮಾಡಿದ್ದೀಯಾ ಎಂದು ಜನಾರ್ದನ ರೆಡ್ಡಿ ಆರೋಪಿಸಿದರು. ಇದಕ್ಕೆ ತಿರುಗೇಟು ನೀಡಿದ ನಾಗೇಂದ್ರ ಅವರು, ನೀನು ಗಣಿ ಲೂಟಿ ಮಾಡಿ ಜೈಲಿಗೆ ಹೋಗಿ ಬಂದಿದ್ದೀಯಾ ಎಂದು ಹೇಳಿದರು. ಸಭಾಧ್ಯಕ್ಷರು ಎರಡೂ ಕಡೆಯವರನ್ನು ಸಮಾಧಾನಪಡಿಸಿದರು. ಬಳಿಕ ಮತ್ತೆ ಕಲಾಪ ಸುಗಮವಾಗಿ ನಡೆಯಿತು. [607, 1037, 963, 1303]
masthead [0, 0, 1568, 62]
grants-headline: ಅನುದಾನ ಬಿಡುಗಡೆ ಮಾಡಿಲ್ಲ [149, 776, 489, 818]
migrants-body2: ಅಕ್ರಮ ವಲಸಿಗರನ್ನು ಪತ್ತೆ ಹಚ್ಚಲು ಪೊಲೀಸ್ ಠಾಣಾ ಮಟ್ಟದಲ್ಲಿ ಪತ್ತೆ ದಳ ರಚಿಸಲಾಗಿದೆ. ಅನುಮಾನಾಸ್ಪದ ವಿದೇಶಿಯರು ಕಂಡುಬಂದರೆ ಪಾಸ್‌ಪೋರ್ಟ್ ಹಾಗೂ ವೀಸಾ ಪರಿಶೀಲಿಸಿ, ನಿಯಮಾನುಸಾರ ಕ್ರಮ ಕೈಗೊಳ್ಳುವಂತೆ ಸೂಚಿಸಲಾಗಿದೆ. ಬಾಂಗ್ಲಾದೇಶೀಯರಿಗೆ ನಕಲಿ ಆಧಾರ್ ಕಾರ್ಡ್ ಮಾಡಿಕೊಟ್ಟ ಆರೋಪದ ಮೇಲೆ ಇವರ ವಿರುದ್ಧ ನಾಲ್ಕು ಪ್ರಕರಣ ದಾಖಲಿಸಲಾಗಿದೆ ಎಂದು ಪೊಲೀಸರು ಮಾಹಿತಿ ನೀಡಿದ್ದಾರೆ. [607, 817, 963, 916]
divider [47, 768, 592, 769]
kfcc-body: ಬಳಗದೊಂದಿಗೆ ಗುರುತಿಸಿಕೊಂಡಿರುವ ಜಯರಾಮ್ ಅವರು ಅಧ್ಯಕ್ಷ ಸ್ಥಾನಕ್ಕೆ ಬಲವಾಗಿ ಕಣಕ್ಕಿಳಿದಿದ್ದರೆ, ಉಪ ಮುಖ್ಯಮಂತ್ರಿ ಡಿ.ಕೆ. ಶಿವಕುಮಾರ್ ಅವರ ಸಮೀಪವರ್ತಿಯಾಗಿ ಗುರುತಿಸಿಕೊಂಡಿರುವ ಭಾ.ಮ. ಹರೀಶ್ ಕೂಡ ಸ್ಪರ್ಧೆಯಲ್ಲಿದ್ದಾರೆ. ಇದರ ನಡುವೆ ಉಪ ಮುಖ್ಯಮಂತ್ರಿ ಡಿ.ಕೆ. ಶಿವಕುಮಾರ್ ಅವರು ಈಚೆಗೆ ಫಿಲ್ಮ್ ಚೇಂಬರ್ ಸದಸ್ಯರೊಂದಿಗೆ ಚುನಾವಣೆಯ ಬಗ್ಗೆ ಮಾತನಾಡಿದ್ದು ಇನ್ನಷ್ಟು ಚರ್ಚೆಗೆ ಕಾರಣವಾಗಿದೆ. ಚುನಾವಣೆಗೆ ವಲಸೆ ಸಾಮರ್ಥ್ಯ ಹಾಗೂ ಪ್ರಭಾವಿ ನಾಯಕರ ಬೆಂಬಲ ನಿರ್ಣಾಯಕವಾಗಲಿದೆ. ಒಟ್ಟಿನಲ್ಲಿ, ಕರ್ನಾಟಕ ಚಲನಚಿತ್ರ ವಾಣಿಜ್ಯ ಮಂಡಳಿ ಚುನಾವಣೆಯು ಈ ಬಾರಿ ಕೇವಲ ಉದ್ಯಮದ ಚುನಾವಣೆ ಎಂಬ ಮಟ್ಟವನ್ನು ಮೀರಿ, ರಾಜಕೀಯ ಪ್ರತಿಷ್ಠೆಯ ಹೋರಾಟವಾಗಿ ರೂಪುಗೊಂಡಿದ್ದು, ಜನವರಿ 31 ರಂದು ಹೊರಬೀಳಲಿರುವ ಫಲಿತಾಂಶದತ್ತ ಎಲ್ಲರ ಗಮನ ನೆಟ್ಟಿದೆ. [47, 501, 592, 641]
gaddalakke-headline-box [979, 96, 1534, 156]
cyber-headline-box [979, 1531, 1534, 1584]
divider [47, 443, 592, 444]
divider [979, 1112, 1534, 1113]
sit-report-headline-box [47, 96, 592, 143]
mps-headline: ಬಿಜೆಪಿ ಸಂಸದರು, ಸಚಿವರು [658, 102, 913, 136]
gaddalakke-headline: ಗದ್ದಲಕ್ಕೆ ತೆರೆ ಎಳೆದ ಹೊರಟ್ಟಿ [1082, 104, 1431, 148]
footer-line-2: Published at M/s Karnataka News Publications (P) Ltd. 11/2, Queen's Road, Bangalore, Karnataka - 560052. Editor: B.T. Amuthan. RNI No 36667/82 [416, 2308, 1164, 2320]
poster-release-photo [979, 501, 1534, 880]
date-english: Friday 30 January 2026 [311, 35, 447, 49]
kfcc-headline-box [47, 448, 592, 495]
newspaper-logo: ಸಂಜೆವಾಣಿ [734, 5, 844, 40]
banner-clash-headline-box [607, 950, 963, 1029]
cyber-headline: ಸೈಬರ್ ಸುರಕ್ಷಾ ನೀತಿಯಿಂದ ಸುಧಾರಣೆ [1061, 1539, 1451, 1576]
column-divider [599, 96, 600, 2278]
